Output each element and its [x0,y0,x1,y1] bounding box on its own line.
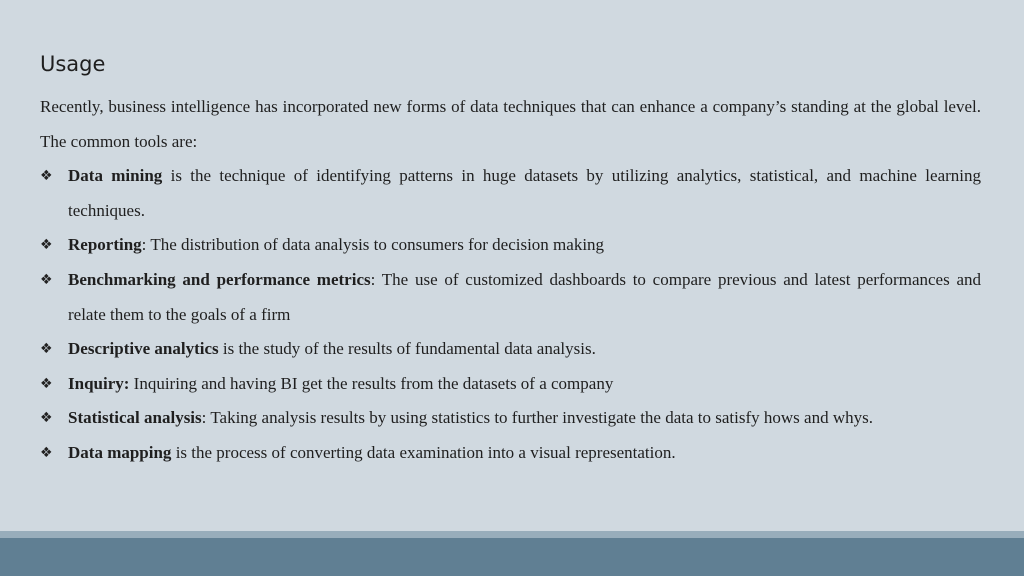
diamond-bullet-icon: ❖ [40,168,53,185]
bullet-term: Data mining [68,166,163,186]
bullet-term: Benchmarking and performance metrics [68,269,371,289]
bullet-term: Inquiry: [68,373,130,393]
slide-body [40,90,981,471]
bullet-text: is the process of converting data examination into a visual representation. [171,442,676,462]
list-item-inquiry [40,367,981,402]
bullet-text: Inquiring and having BI get the results from the datasets of a company [129,373,614,393]
list-item-benchmarking [40,263,981,332]
footer-stripe [0,531,1024,538]
slide-title: Usage [40,52,106,76]
diamond-bullet-icon: ❖ [40,444,53,461]
bullet-term: Descriptive analytics [68,339,219,359]
diamond-bullet-icon: ❖ [40,271,53,288]
diamond-bullet-icon: ❖ [40,375,53,392]
bullet-text: : The use of customized dashboards to compare previous and latest performances and relate them to the goals of a firm [68,269,981,324]
tools-list [40,159,981,470]
bullet-text: : Taking analysis results by using statistics to further investigate the data to satisfy hows and whys. [201,408,873,428]
list-item-descriptive-analytics [40,332,981,367]
intro-paragraph: Recently, business intelligence has incorporated new forms of data techniques that can enhance a company’s standing at the global level. The common tools are: [40,97,981,151]
bullet-term: Reporting [68,235,142,255]
diamond-bullet-icon: ❖ [40,410,53,427]
list-item-data-mapping [40,436,981,471]
bullet-text: is the technique of identifying patterns in huge datasets by utilizing analytics, statistical, and machine learning techniques. [68,166,981,220]
list-item-statistical-analysis [40,401,981,436]
bullet-text: is the study of the results of fundamental data analysis. [218,339,596,359]
list-item-data-mining [40,159,981,228]
bullet-text: : The distribution of data analysis to consumers for decision making [141,235,605,255]
list-item-reporting [40,228,981,263]
bullet-term: Data mapping [68,442,172,462]
diamond-bullet-icon: ❖ [40,341,53,358]
diamond-bullet-icon: ❖ [40,237,53,254]
footer-bar [0,538,1024,576]
bullet-term: Statistical analysis [68,408,202,428]
